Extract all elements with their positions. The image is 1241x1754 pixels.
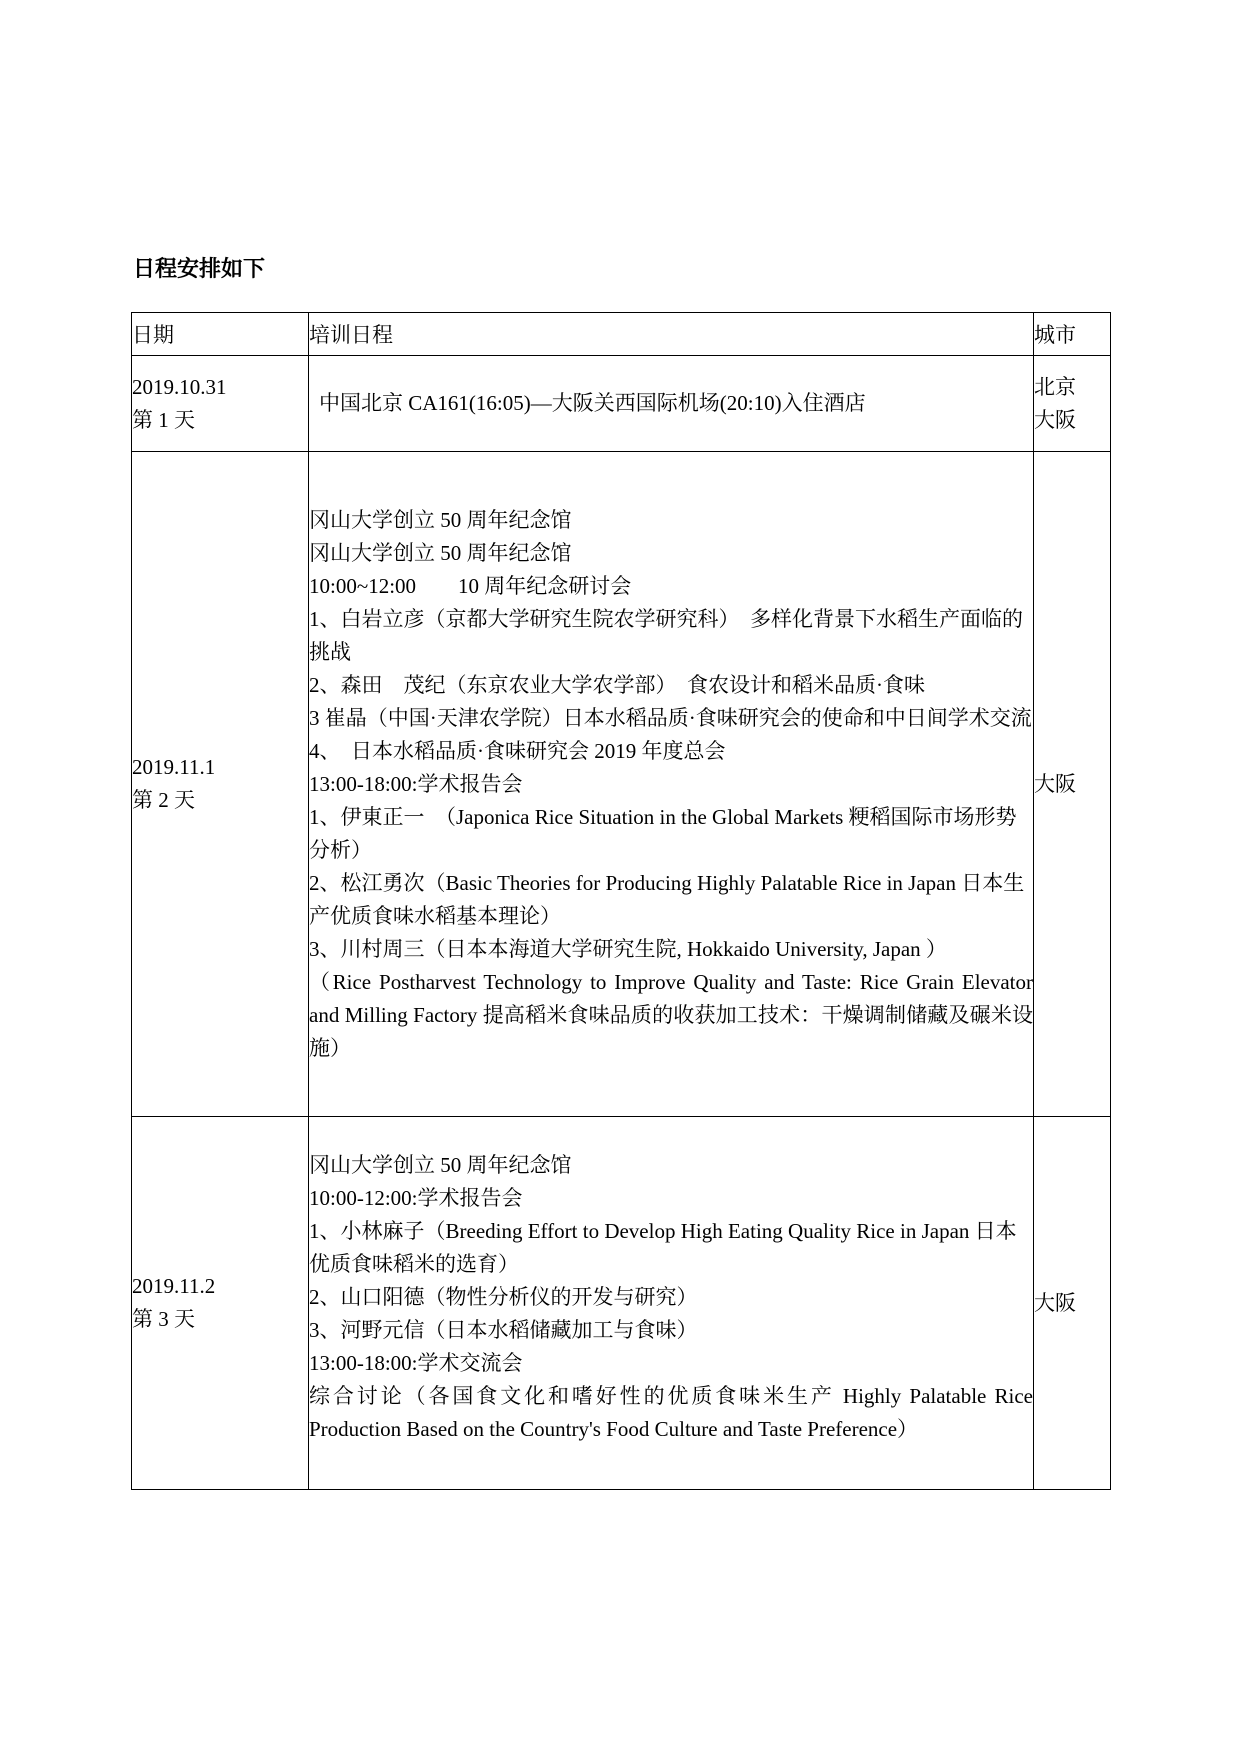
date-value: 2019.11.2	[132, 1274, 216, 1298]
schedule-cell-day3	[309, 1117, 1034, 1490]
page-title: 日程安排如下	[133, 256, 266, 281]
schedule-cell-day1	[309, 356, 1034, 452]
schedule-paragraph: 10:00~12:00 10 周年纪念研讨会	[309, 573, 632, 598]
city-cell-day3	[1034, 1117, 1111, 1490]
city-value: 大阪	[1034, 1290, 1076, 1315]
table-row-day2	[132, 452, 1111, 1117]
city-value: 大阪	[1034, 771, 1076, 796]
schedule-paragraph: 3 崔晶（中国·天津农学院）日本水稻品质·食味研究会的使命和中日间学术交流	[309, 705, 1032, 730]
schedule-paragraph: 综合讨论（各国食文化和嗜好性的优质食味米生产 Highly Palatable Rice Production Based on the Country's Food Culture and Taste Preference）	[309, 1384, 1033, 1441]
city-cell-day1	[1034, 356, 1111, 452]
schedule-cell-day2	[309, 452, 1034, 1117]
day-label: 第 2 天	[132, 788, 195, 812]
schedule-paragraph: 13:00-18:00:学术报告会	[309, 771, 523, 796]
date-value: 2019.11.1	[132, 755, 216, 779]
city-value: 大阪	[1034, 407, 1076, 432]
schedule-paragraph: 冈山大学创立 50 周年纪念馆	[309, 507, 572, 532]
table-header-row	[132, 313, 1111, 356]
schedule-paragraph: 1、白岩立彦（京都大学研究生院农学研究科） 多样化背景下水稻生产面临的挑战	[309, 606, 1023, 664]
day-label: 第 1 天	[132, 407, 195, 432]
schedule-paragraph: 1、伊東正一 （Japonica Rice Situation in the Global Markets 粳稻国际市场形势分析）	[309, 804, 1017, 862]
schedule-paragraph: 3、河野元信（日本水稻储藏加工与食味）	[309, 1318, 698, 1342]
schedule-paragraph: 13:00-18:00:学术交流会	[309, 1351, 523, 1375]
schedule-paragraph: 1、小林麻子（Breeding Effort to Develop High Eating Quality Rice in Japan 日本优质食味稻米的选育）	[309, 1219, 1017, 1276]
day-label: 第 3 天	[132, 1307, 195, 1331]
schedule-paragraph: 2、森田 茂纪（东京农业大学农学部） 食农设计和稻米品质·食味	[309, 672, 925, 697]
table-row-day3	[132, 1117, 1111, 1490]
city-cell-day2	[1034, 452, 1111, 1117]
date-cell-day1	[132, 356, 309, 452]
schedule-paragraph: 2、松江勇次（Basic Theories for Producing Highly Palatable Rice in Japan 日本生产优质食味水稻基本理论）	[309, 870, 1025, 928]
schedule-paragraph: 3、川村周三（日本本海道大学研究生院, Hokkaido University, Japan ）	[309, 936, 947, 961]
schedule-table	[131, 312, 1111, 1490]
date-cell-day2	[132, 452, 309, 1117]
schedule-paragraph: 冈山大学创立 50 周年纪念馆	[309, 1153, 572, 1177]
city-value: 北京	[1034, 374, 1076, 399]
date-value: 2019.10.31	[132, 374, 227, 399]
schedule-paragraph: 中国北京 CA161(16:05)—大阪关西国际机场(20:10)入住酒店	[319, 391, 866, 415]
schedule-paragraph: 冈山大学创立 50 周年纪念馆	[309, 540, 572, 565]
schedule-paragraph: 10:00-12:00:学术报告会	[309, 1186, 523, 1210]
col-header-date: 日期	[132, 313, 309, 356]
schedule-paragraph: （Rice Postharvest Technology to Improve Quality and Taste: Rice Grain Elevator and Milling Factory 提高稻米食味品质的收获加工技术：干燥调制储藏及碾米设施）	[309, 969, 1033, 1060]
schedule-paragraph: 2、山口阳德（物性分析仪的开发与研究）	[309, 1285, 698, 1309]
col-header-city: 城市	[1034, 313, 1111, 356]
schedule-paragraph: 4、 日本水稻品质·食味研究会 2019 年度总会	[309, 738, 726, 763]
date-cell-day3	[132, 1117, 309, 1490]
col-header-schedule: 培训日程	[309, 313, 1034, 356]
table-row-day1	[132, 356, 1111, 452]
